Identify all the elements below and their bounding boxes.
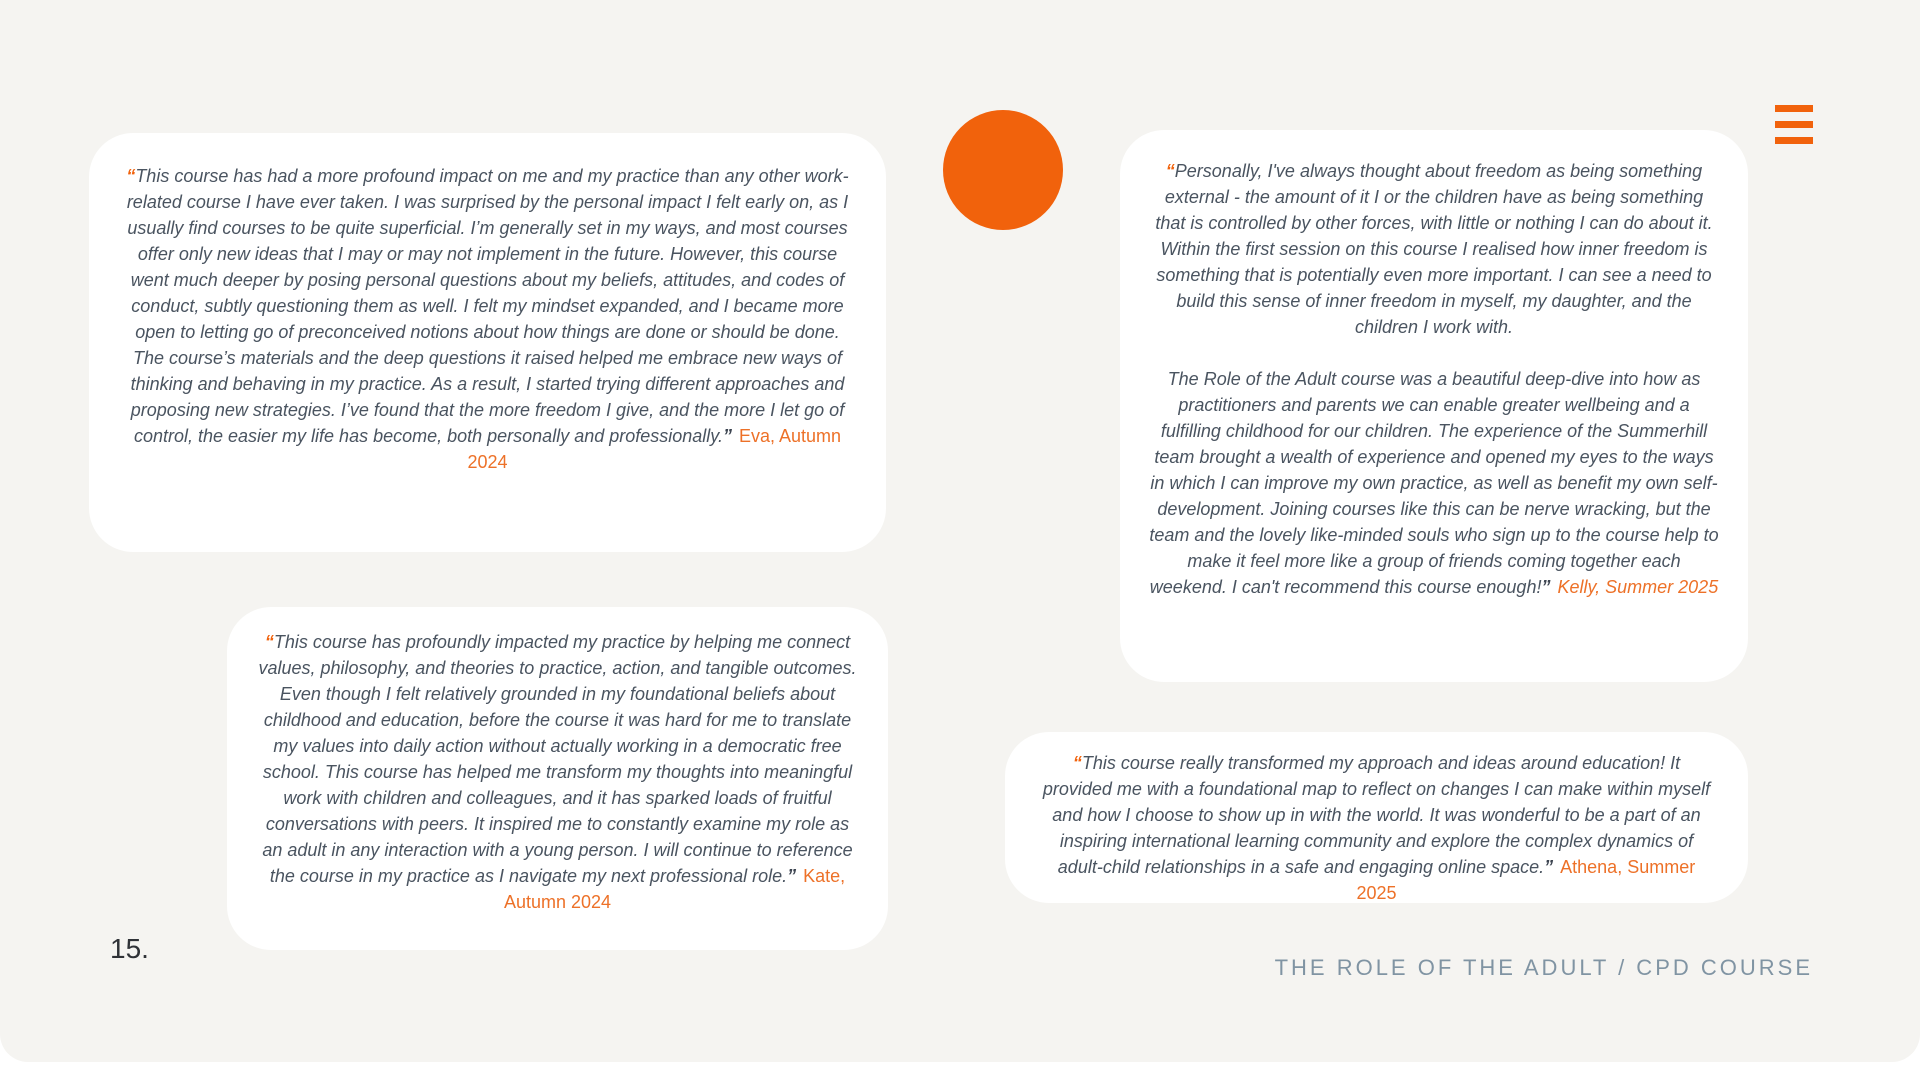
menu-bar (1775, 121, 1813, 128)
testimonial-card-eva (89, 133, 886, 552)
close-quote-mark: ” (1541, 577, 1551, 597)
hamburger-menu-icon[interactable] (1775, 105, 1813, 144)
testimonial-card-kelly (1120, 130, 1748, 682)
footer-text: THE ROLE OF THE ADULT / CPD COURSE (1274, 955, 1813, 980)
attribution: Athena, Summer 2025 (1356, 857, 1696, 903)
close-quote-mark: ” (787, 866, 797, 886)
attribution: Kelly, Summer 2025 (1557, 577, 1719, 597)
close-quote-mark: ” (722, 426, 732, 446)
quote-text: This course has had a more profound impact on me and my practice than any other work-related course I have ever taken. I was surprised by the personal impact I felt early on, as I usually find courses to be quite superficial. I’m generally set in my ways, and most courses offer only new ideas that I may or may not implement in the future. However, this course went much deeper by posing personal questions about my beliefs, attitudes, and codes of conduct, subtly questioning them as well. I felt my mindset expanded, and I became more open to letting go of preconceived notions about how things are done or should be done. The course’s materials and the deep questions it raised helped me embrace new ways of thinking and behaving in my practice. As a result, I started trying different approaches and proposing new strategies. I’ve found that the more freedom I give, and the more I let go of control, the easier my life has become, both personally and professionally. (126, 166, 849, 446)
close-quote-mark: ” (1544, 857, 1554, 877)
quote-text: This course has profoundly impacted my practice by helping me connect values, philosophy, and theories to practice, action, and tangible outcomes. Even though I felt relatively grounded in my foundational beliefs about childhood and education, before the course it was hard for me to translate my values into daily action without actually working in a democratic free school. This course has helped me transform my thoughts into meaningful work with children and colleagues, and it has sparked loads of fruitful conversations with peers. It inspired me to constantly examine my role as an adult in any interaction with a young person. I will continue to reference the course in my practice as I navigate my next professional role. (258, 632, 857, 886)
quote-text: The Role of the Adult course was a beautiful deep-dive into how as practitioners and parents we can enable greater wellbeing and a fulfilling childhood for our children. The experience of the Summerhill team brought a wealth of experience and opened my eyes to the ways in which I can improve my own practice, as well as benefit my own self-development. Joining courses like this can be nerve wracking, but the team and the lovely like-minded souls who sign up to the course help to make it feel more like a group of friends coming together each weekend. I can't recommend this course enough! (1149, 369, 1719, 597)
open-quote-mark: “ (1072, 753, 1082, 773)
menu-bar (1775, 105, 1813, 112)
quote-text: Personally, I've always thought about freedom as being something external - the amount of it I or the children have as being something that is controlled by other forces, with little or nothing I can do about it. Within the first session on this course I realised how inner freedom is something that is potentially even more important. I can see a need to build this sense of inner freedom in myself, my daughter, and the children I work with. (1155, 161, 1713, 337)
open-quote-mark: “ (264, 632, 274, 652)
quote-text: This course really transformed my approach and ideas around education! It provided me with a foundational map to reflect on changes I can make within myself and how I choose to show up in with the world. It was wonderful to be a part of an inspiring international learning community and explore the complex dynamics of adult-child relationships in a safe and engaging online space. (1042, 753, 1711, 877)
open-quote-mark: “ (126, 166, 136, 186)
testimonial-card-athena (1005, 732, 1748, 903)
page-number: 15. (110, 933, 149, 964)
testimonial-card-kate (227, 607, 888, 950)
attribution: Kate, Autumn 2024 (503, 866, 846, 912)
orange-circle-decoration (943, 110, 1063, 230)
open-quote-mark: “ (1165, 161, 1175, 181)
menu-bar (1775, 137, 1813, 144)
attribution: Eva, Autumn 2024 (467, 426, 842, 472)
